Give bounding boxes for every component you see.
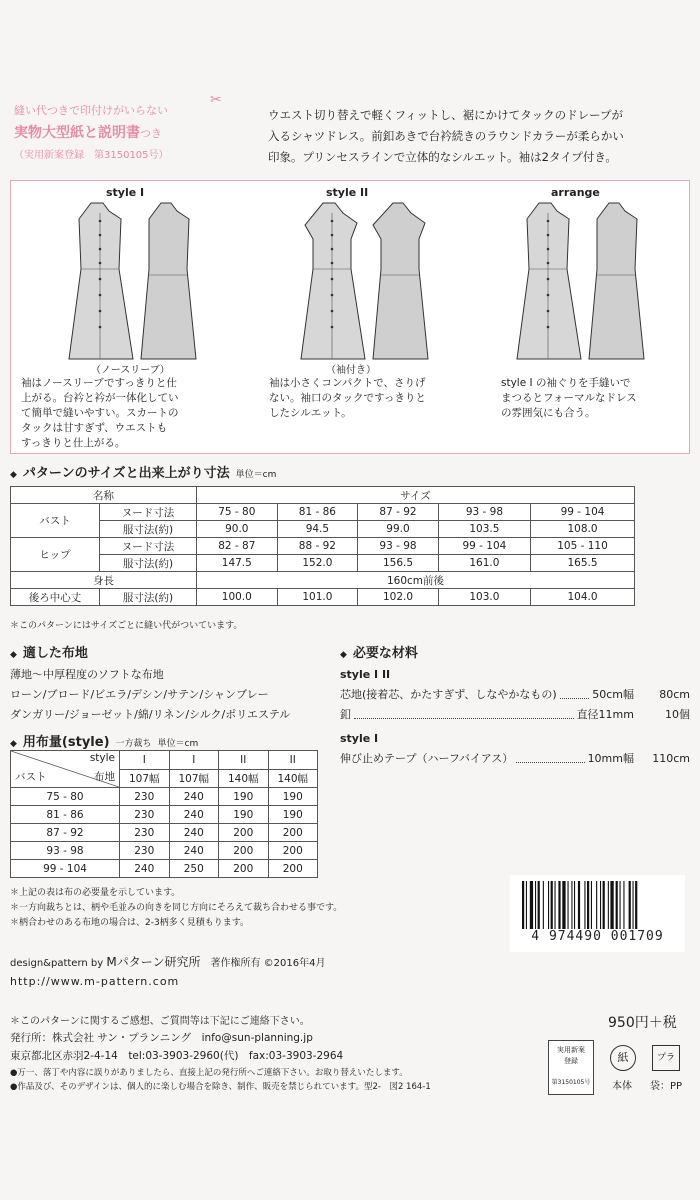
size-table: 名称 サイズ バスト ヌード寸法 75 - 80 81 - 86 87 - 92 93 - 98 99 - 104 服寸法(約) 90.0 94.5 99.0 103.5 108.0 ヒップ ヌード寸法 82 - 87 88 - 92 93 - 98 99 - 104 105 - 110 服寸法(約) 147.5 152.0 156.5 161.0 165.5 身長 160cm前後 後ろ中心丈 服寸法(約) 100.0 101.0 102.0 103.0 104.0 bbox=[10, 486, 635, 606]
design-credit: design&pattern by Mパターン研究所 著作権所有 ©2016年4月 bbox=[10, 955, 326, 969]
publisher-line: 発行所：株式会社 サン・プランニング info@sun-planning.jp bbox=[10, 1032, 313, 1044]
promo-line1: 縫い代つきで印付けがいらない bbox=[14, 104, 168, 117]
product-description: ウエスト切り替えで軽くフィットし、裾にかけてタックのドレープが 入るシャツドレス。前釦あきで台衿続きのラウンドカラーが柔らかい 印象。プリンセスラインで立体的なシルエット。袖は2タイプ付き。 bbox=[268, 108, 624, 164]
size-note: ＊このパターンにはサイズごとに縫い代がついています。 bbox=[10, 621, 243, 631]
inquiry-note: ＊このパターンに関するご感想、ご質問等は下記にご連絡下さい。 bbox=[10, 1016, 310, 1027]
promo-block bbox=[14, 102, 254, 161]
plastic-label: 袋：PP bbox=[650, 1081, 683, 1092]
promo-line3: （実用新案登録 第3150105号） bbox=[14, 150, 169, 161]
materials-heading: ◆ 必要な材料 bbox=[340, 646, 418, 661]
email-link[interactable]: info@sun-planning.jp bbox=[201, 1032, 313, 1044]
size-heading: ◆ パターンのサイズと出来上がり寸法 単位＝cm bbox=[10, 466, 277, 481]
style-caption: 袖は小さくコンパクトで、さりげ ない。袖口のタックですっきりと したシルエット。 bbox=[269, 377, 426, 419]
style-title: arrange bbox=[551, 186, 600, 199]
address-line: 東京都北区赤羽2-4-14 tel:03-3903-2960(代) fax:03-3903-2964 bbox=[10, 1050, 344, 1062]
fabric-heading: ◆ 適した布地 bbox=[10, 646, 88, 661]
barcode-bars bbox=[522, 881, 672, 931]
style-caption: 袖はノースリーブですっきりと仕 上がる。台衿と衿が一体化してい て簡単で縫いやすい。スカートの タックは甘すぎず、ウエストも すっきりと仕上がる。 bbox=[21, 377, 179, 449]
materials-list: style I II 芯地(接着芯、かたすぎず、しなやかなもの) 50cm幅 80cm 釦 直径11mm 10個 style I 伸び止めテープ（ハーフバイアス） 10mm幅 110cm bbox=[340, 668, 690, 765]
style-caption: style I の袖ぐりを手縫いで まつるとフォーマルなドレス の雰囲気にも合う。 bbox=[501, 377, 637, 419]
barcode bbox=[510, 875, 685, 952]
paper-label: 本体 bbox=[612, 1081, 632, 1092]
plastic-recycle-icon: プラ bbox=[652, 1045, 680, 1071]
scissors-icon: ✂ bbox=[210, 92, 222, 108]
dress-illustration bbox=[61, 199, 211, 369]
yardage-notes: ＊上記の表は布の必要量を示しています。 ＊一方向裁ちとは、柄や毛並みの向きを同じ方向にそろえて裁ち合わせる事です。 ＊柄合わせのある布地の場合は、2-3柄多く見積もります。 bbox=[10, 888, 343, 928]
dress-illustration bbox=[509, 199, 659, 369]
promo-line2: 実物大型紙と説明書つき bbox=[14, 125, 162, 141]
notice-2: ●作品及び、そのデザインは、個人的に楽しむ場合を除き、制作、販売を禁じられています。型2- 図2 164-1 bbox=[10, 1082, 431, 1092]
utility-model-stamp: 実用新案 登録 第3150105号 bbox=[548, 1040, 594, 1095]
styles-panel bbox=[10, 180, 690, 454]
fabric-list: 薄地～中厚程度のソフトな布地 ローン/ブロード/ビエラ/デシン/サテン/シャンブレー ダンガリー/ジョーゼット/綿/リネン/シルク/ポリエステル bbox=[10, 668, 291, 721]
dress-illustration bbox=[293, 199, 443, 369]
style-title: style II bbox=[326, 186, 369, 199]
website-link[interactable]: http://www.m-pattern.com bbox=[10, 975, 180, 988]
barcode-number: 4 974490 001709 bbox=[531, 929, 664, 944]
notice-1: ●万一、落丁や内容に誤りがありましたら、直接上記の発行所へご連絡下さい。お取り替えいたします。 bbox=[10, 1068, 408, 1078]
style-name: （袖付き） bbox=[326, 365, 376, 376]
paper-recycle-icon: 紙 bbox=[610, 1045, 636, 1071]
style-name: （ノースリーブ） bbox=[91, 365, 170, 376]
yardage-table: style 布地 バスト I I II II 107幅 107幅 140幅 140幅 75 - 80 230 240 190 190 81 - 86 230 240 190 190 87 - 92 230 240 200 200 93 - 98 230 240 200 200 99 - 104 240 250 200 200 bbox=[10, 750, 318, 878]
price: 950円＋税 bbox=[608, 1015, 677, 1031]
style-title: style I bbox=[106, 186, 145, 199]
yardage-heading: ◆ 用布量(style) 一方裁ち 単位＝cm bbox=[10, 735, 199, 750]
